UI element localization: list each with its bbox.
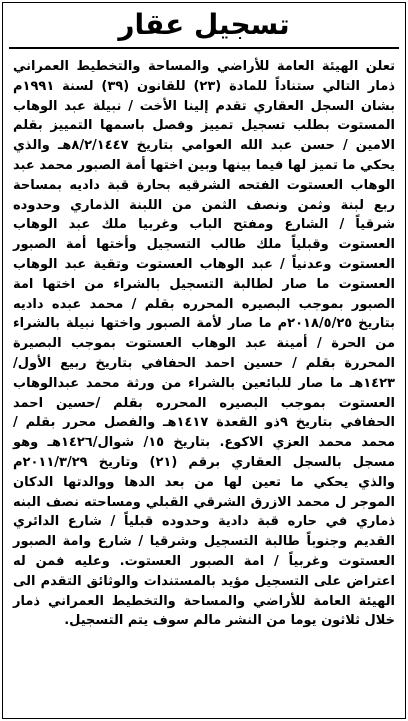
notice-box bbox=[2, 2, 406, 719]
title-area bbox=[3, 3, 405, 47]
notice-title: تسجيل عقار bbox=[118, 8, 290, 41]
notice-body: تعلن الهيئة العامة للأراضي والمساحة والتخطيط العمراني ذمار التالي ستناداً للمادة (٢٣) للقانون (٣٩) لسنة ١٩٩١م بشان السجل العقاري تقدم إلينا الأخت / نبيلة عبد الوهاب المستوت بطلب تسجيل تمييز وفصل باسمها التمييز بقلم الامين / حسن عبد الله العوامي بتاريخ ٨/٢/١٤٤٧هـ والذي يحكي ما تميز لها فيما بينها وبين اختها أمة الصبور محمد عبد الوهاب العستوت الفتحه الشرقيه بحارة قبة داديه بمساحة ربع لبنة وثمن ونصف الثمن من اللبنة الذماري وحدوده شرقياً / الشارع ومفتح الباب وغربيا ملك عبد الوهاب العستوت وقبلياً ملك طالب التسجيل وأختها أمة الصبور العستوت وعدنياً / عبد الوهاب العستوت وتقية عبد الوهاب العستوت ما صار لطالبة التسجيل بالشراء من اختها امة الصبور بموجب البصيره المحرره بقلم / محمد عبده داديه بتاريخ ٢٠١٨/٥/٢٥م ما صار لأمة الصبور واختها نبيلة بالشراء من الحرة / أمينة عبد الوهاب العستوت بموجب البصيرة المحررة بقلم / حسين احمد الحفافي بتاريخ ربيع الأول/ ١٤٢٣هـ ما صار للبائعين بالشراء من ورثة محمد عبدالوهاب العستوت بموجب البصيره المحرره بقلم /حسين احمد الحفافي بتاريخ ٩ذو القعدة ١٤١٧هـ والفصل محرر بقلم / محمد محمد العزي الاكوع. بتاريخ ١٥/ شوال/١٤٢٦هـ وهو مسجل بالسجل العقاري برقم (٢١) وتاريخ ٢٠١١/٣/٢٩م والذي يحكي ما تعين لها من بعد الدها ووالدتها الدكان الموجر ل محمد الازرق الشرقي القبلي ومساحته نصف البنه ذماري في حاره قبة دادية وحدوده قبلياً / شارع الدائري القديم وجنوباً طالبة التسجيل وشرقيا / شارع وامة الصبور العستوت وغربياً / امة الصبور العستوت. وعليه فمن له اعتراض على التسجيل مؤيد بالمستندات والوثائق التقدم الى الهيئة العامة للأراضي والمساحة والتخطيط العمراني ذمار خلال ثلاثون يوما من النشر مالم سوف يتم التسجيل. bbox=[13, 59, 395, 629]
